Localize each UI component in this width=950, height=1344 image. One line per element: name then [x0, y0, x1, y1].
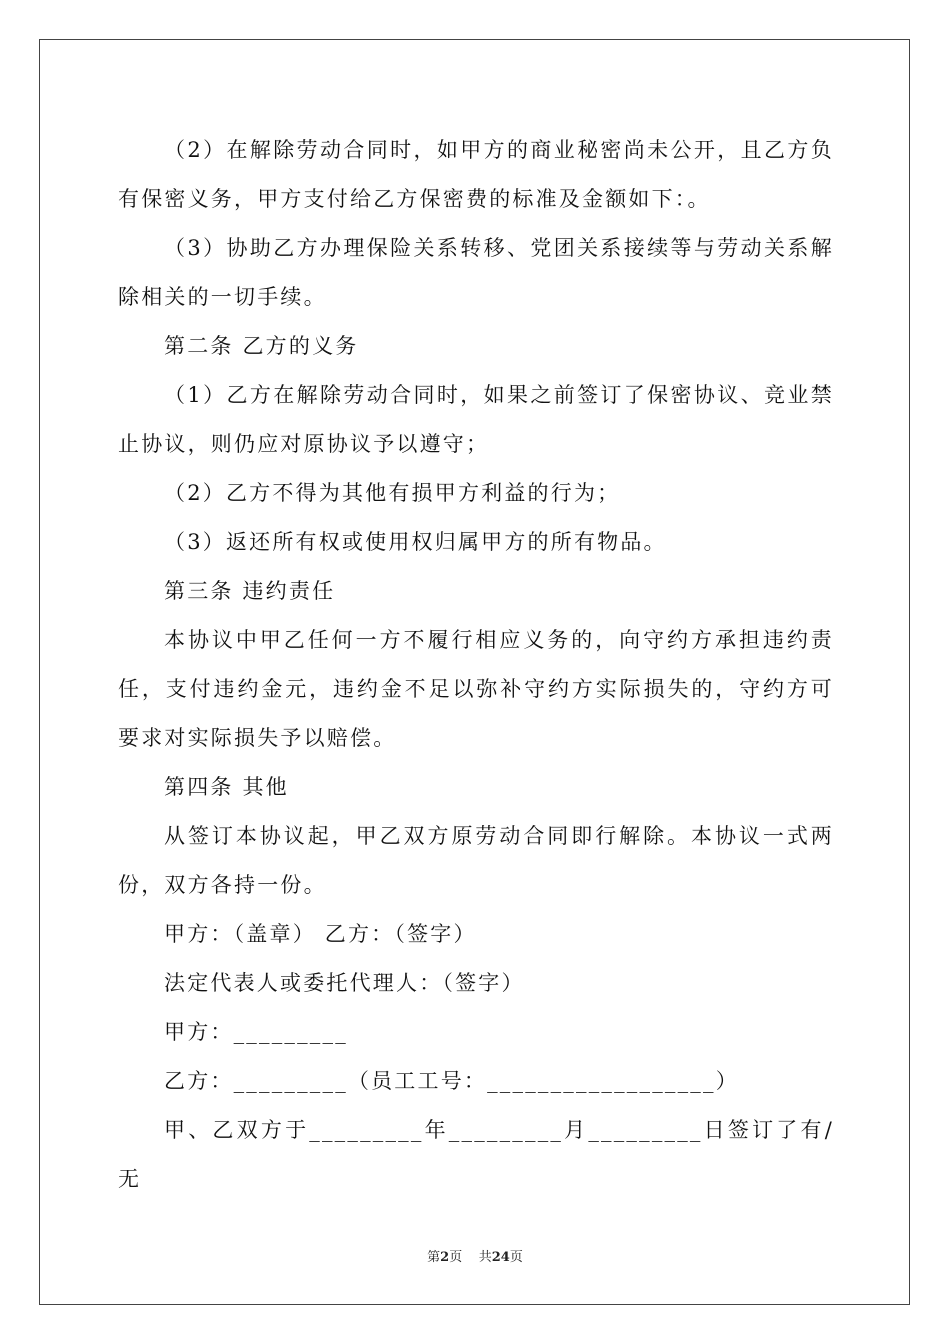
signature-line-parties: 甲方：（盖章） 乙方：（签字）	[164, 922, 477, 946]
footer-page-number: 2	[440, 1250, 450, 1265]
heading-article-2: 第二条 乙方的义务	[164, 334, 359, 358]
page-footer	[0, 1246, 950, 1265]
footer-total-pages: 24	[491, 1250, 510, 1265]
blank-signing-date: 甲、乙双方于_________年_________月_________日签订了有/无	[118, 1118, 834, 1191]
footer-total-prefix: 共	[478, 1250, 492, 1265]
footer-page-prefix: 第	[427, 1250, 441, 1265]
paragraph-termination: 从签订本协议起，甲乙双方原劳动合同即行解除。本协议一式两份，双方各持一份。	[118, 824, 834, 897]
document-body	[118, 126, 834, 1204]
footer-page-suffix: 页	[449, 1250, 463, 1265]
paragraph-return-property: （3）返还所有权或使用权归属甲方的所有物品。	[164, 530, 667, 554]
footer-total-suffix: 页	[509, 1250, 523, 1265]
blank-party-b: 乙方：_________（员工工号：__________________）	[164, 1069, 739, 1093]
heading-article-4: 第四条 其他	[164, 775, 289, 799]
heading-article-3: 第三条 违约责任	[164, 579, 336, 603]
paragraph-non-compete: （1）乙方在解除劳动合同时，如果之前签订了保密协议、竞业禁止协议，则仍应对原协议予以遵守；	[118, 383, 834, 456]
paragraph-no-harm: （2）乙方不得为其他有损甲方利益的行为；	[164, 481, 621, 505]
blank-party-a: 甲方：_________	[164, 1020, 348, 1044]
paragraph-assist-procedures: （3）协助乙方办理保险关系转移、党团关系接续等与劳动关系解除相关的一切手续。	[118, 236, 834, 309]
signature-line-representative: 法定代表人或委托代理人：（签字）	[164, 971, 525, 995]
paragraph-breach-liability: 本协议中甲乙任何一方不履行相应义务的，向守约方承担违约责任，支付违约金元，违约金不足以弥补守约方实际损失的，守约方可要求对实际损失予以赔偿。	[118, 628, 834, 750]
paragraph-confidentiality-fee: （2）在解除劳动合同时，如甲方的商业秘密尚未公开，且乙方负有保密义务，甲方支付给乙方保密费的标准及金额如下：。	[118, 138, 834, 211]
